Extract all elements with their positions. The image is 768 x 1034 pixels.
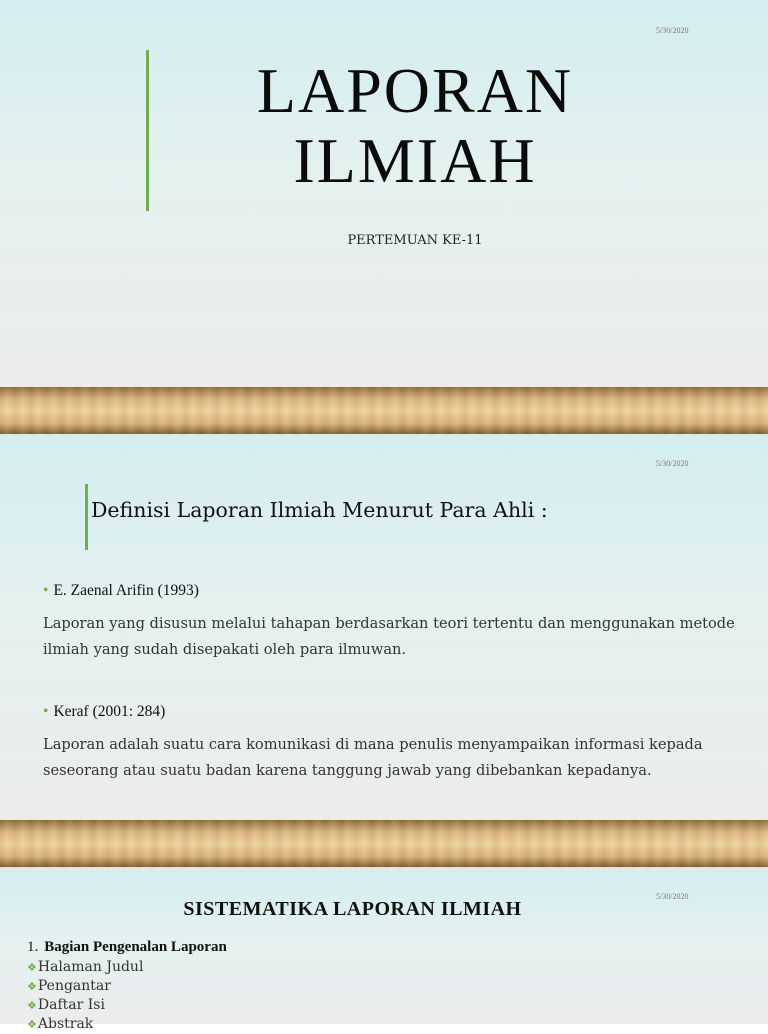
expert-definition: Laporan adalah suatu cara komunikasi di mana penulis menyampaikan informasi kepada seseorang atau suatu badan karena tanggung jawab yang dibebankan kepadanya. [43, 736, 703, 779]
list-item: ❖Abstrak [27, 1016, 94, 1032]
slide-date: 5/30/2020 [656, 459, 689, 468]
diamond-flower-icon: ❖ [27, 1018, 37, 1031]
bullet-dot-icon: • [43, 703, 49, 720]
slide-title [160, 56, 670, 196]
expert-definition: Laporan yang disusun melalui tahapan berdasarkan teori tertentu dan menggunakan metode ilmiah yang sudah disepakati oleh para ilmuwan. [43, 615, 735, 658]
slide-subtitle: PERTEMUAN KE-11 [347, 233, 483, 248]
accent-line [146, 50, 149, 211]
slide-separator [0, 387, 768, 434]
section-number: 1. [27, 939, 39, 955]
list-item: ❖Daftar Isi [27, 997, 105, 1013]
section-heading [27, 939, 227, 956]
bullet-dot-icon: • [43, 582, 49, 599]
diamond-flower-icon: ❖ [27, 961, 37, 974]
systematics-slide [0, 867, 768, 1032]
expert-bullet [43, 582, 199, 600]
section-title: Bagian Pengenalan Laporan [44, 939, 227, 955]
slide-separator [0, 820, 768, 867]
slide-heading: Definisi Laporan Ilmiah Menurut Para Ahli : [91, 498, 548, 522]
list-item: ❖Pengantar [27, 978, 111, 994]
title-line-2: ILMIAH [293, 125, 537, 196]
list-item: ❖Halaman Judul [27, 959, 144, 975]
slide-date: 5/30/2020 [656, 892, 689, 901]
diamond-flower-icon: ❖ [27, 980, 37, 993]
accent-line [85, 484, 88, 550]
expert-name: Keraf (2001: 284) [53, 703, 166, 720]
expert-name: E. Zaenal Arifin (1993) [53, 582, 199, 599]
title-slide [0, 0, 768, 387]
expert-bullet [43, 703, 165, 721]
diamond-flower-icon: ❖ [27, 999, 37, 1012]
slide-heading: SISTEMATIKA LAPORAN ILMIAH [183, 898, 522, 920]
title-line-1: LAPORAN [256, 55, 574, 126]
section-items [27, 958, 143, 1034]
definition-slide [0, 434, 768, 820]
slide-date: 5/30/2020 [656, 26, 689, 35]
